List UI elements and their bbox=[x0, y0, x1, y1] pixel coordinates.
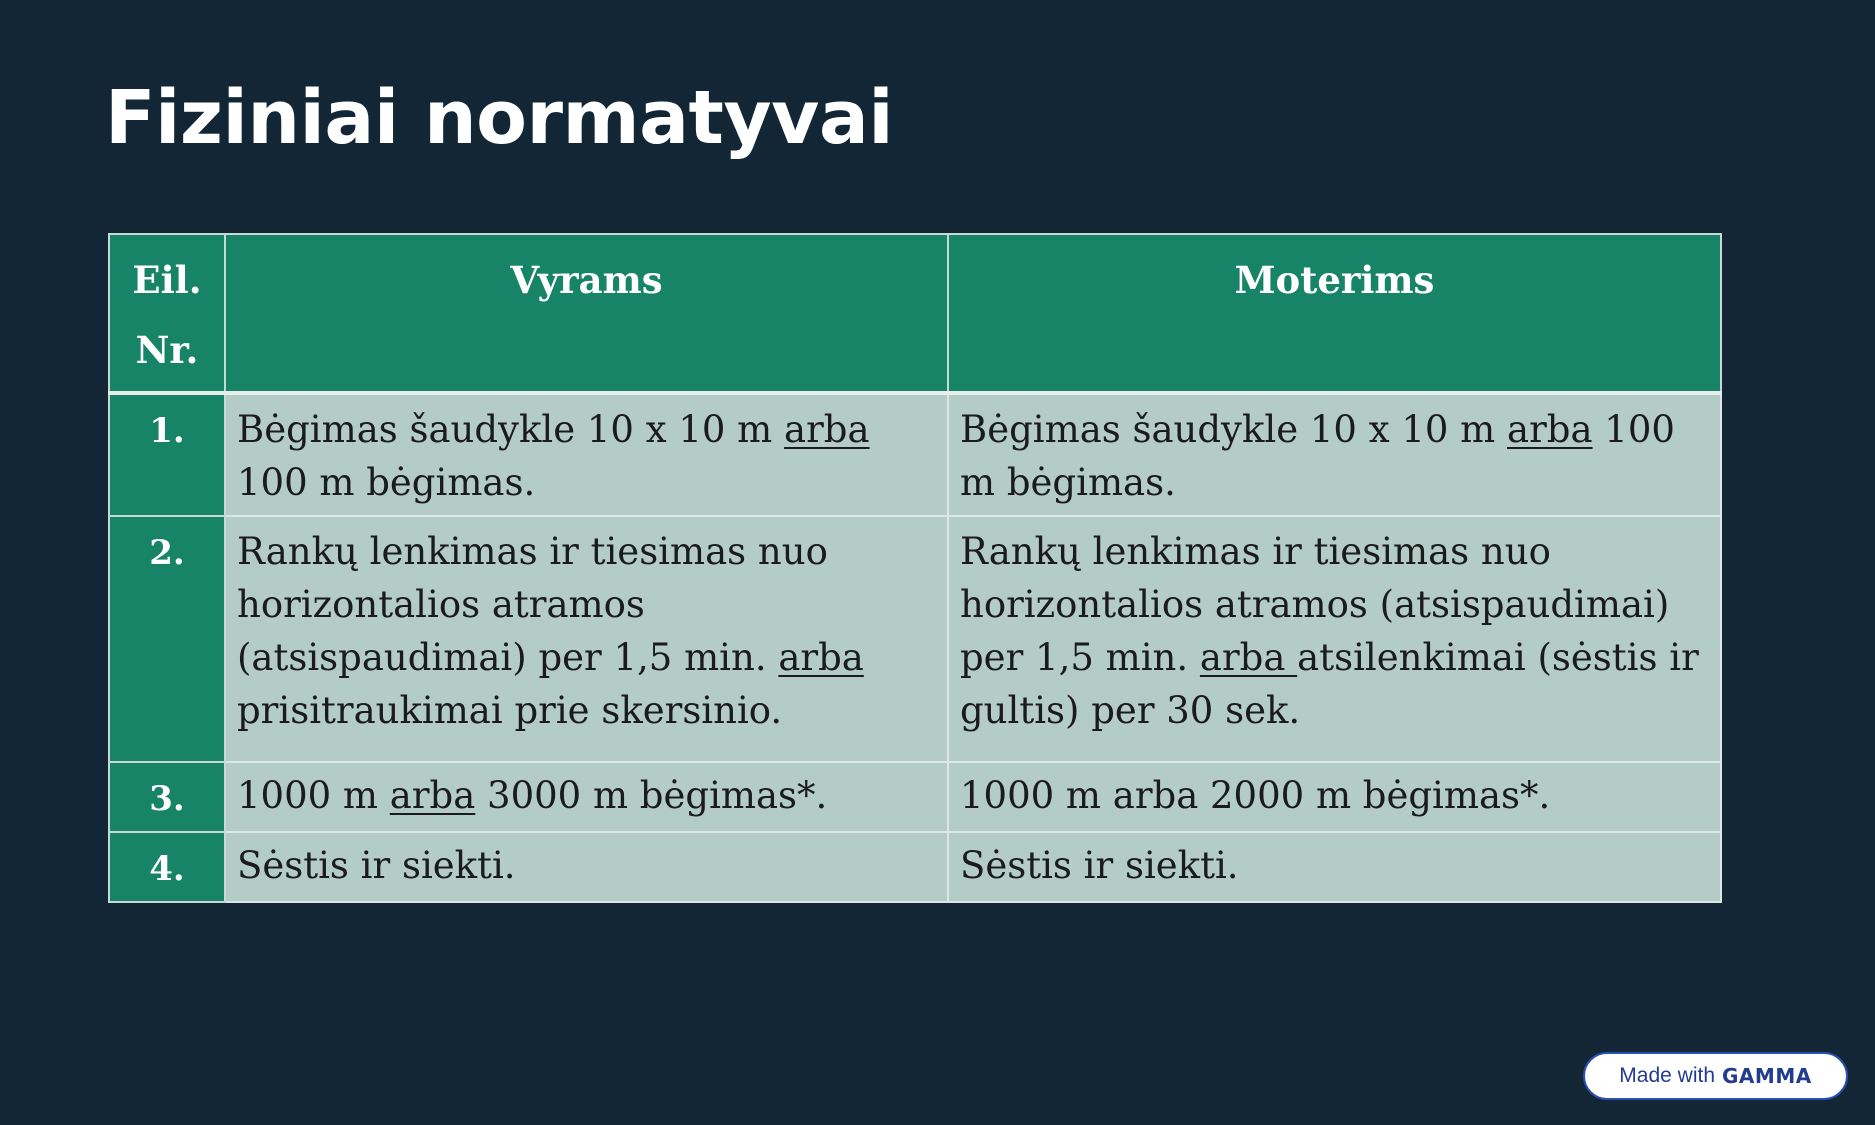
cell-text: Rankų lenkimas ir tiesimas nuo horizontalios atramos (atsispaudimai) per 1,5 min. bbox=[960, 530, 1670, 679]
row-number: 1. bbox=[109, 393, 225, 516]
cell-underlined-text: arba bbox=[784, 408, 870, 451]
header-number bbox=[109, 234, 225, 393]
norms-table-container bbox=[108, 233, 1720, 889]
made-with-gamma-badge[interactable] bbox=[1583, 1052, 1848, 1100]
cell-text: 100 m bėgimas. bbox=[237, 461, 536, 504]
cell-text: Bėgimas šaudykle 10 x 10 m bbox=[237, 408, 785, 451]
table-row bbox=[109, 393, 1721, 516]
cell-text: Bėgimas šaudykle 10 x 10 m bbox=[960, 408, 1508, 451]
cell-text: prisitraukimai prie skersinio. bbox=[237, 689, 783, 732]
row-number: 3. bbox=[109, 762, 225, 832]
cell-text: 100 m bėgimas. bbox=[960, 408, 1675, 504]
cell-text: 3000 m bėgimas*. bbox=[475, 774, 828, 817]
cell-text: atsilenkimai (sėstis ir gultis) per 30 sek. bbox=[960, 636, 1699, 732]
cell-text: Rankų lenkimas ir tiesimas nuo horizontalios atramos (atsispaudimai) per 1,5 min. bbox=[237, 530, 828, 679]
header-number-line2: Nr. bbox=[135, 328, 199, 372]
cell-men bbox=[225, 393, 948, 516]
header-men: Vyrams bbox=[225, 234, 948, 393]
cell-text: 1000 m bbox=[237, 774, 390, 817]
table-row bbox=[109, 832, 1721, 902]
table-row bbox=[109, 762, 1721, 832]
cell-men: Sėstis ir siekti. bbox=[225, 832, 948, 902]
cell-men bbox=[225, 762, 948, 832]
row-number: 2. bbox=[109, 516, 225, 762]
norms-table bbox=[108, 233, 1722, 903]
cell-women: Sėstis ir siekti. bbox=[948, 832, 1721, 902]
badge-prefix: Made with bbox=[1619, 1064, 1716, 1087]
cell-men bbox=[225, 516, 948, 762]
header-women: Moterims bbox=[948, 234, 1721, 393]
cell-women bbox=[948, 393, 1721, 516]
cell-underlined-text: arba bbox=[389, 774, 476, 817]
table-header-row bbox=[109, 234, 1721, 393]
slide-title: Fiziniai normatyvai bbox=[105, 75, 894, 161]
cell-underlined-text: arba bbox=[778, 636, 864, 679]
gamma-logo: GAMMA bbox=[1722, 1064, 1812, 1088]
table-row bbox=[109, 516, 1721, 762]
cell-underlined-text: arba bbox=[1199, 636, 1298, 679]
cell-women: 1000 m arba 2000 m bėgimas*. bbox=[948, 762, 1721, 832]
header-number-line1: Eil. bbox=[132, 258, 202, 302]
row-number: 4. bbox=[109, 832, 225, 902]
cell-women bbox=[948, 516, 1721, 762]
cell-underlined-text: arba bbox=[1507, 408, 1593, 451]
